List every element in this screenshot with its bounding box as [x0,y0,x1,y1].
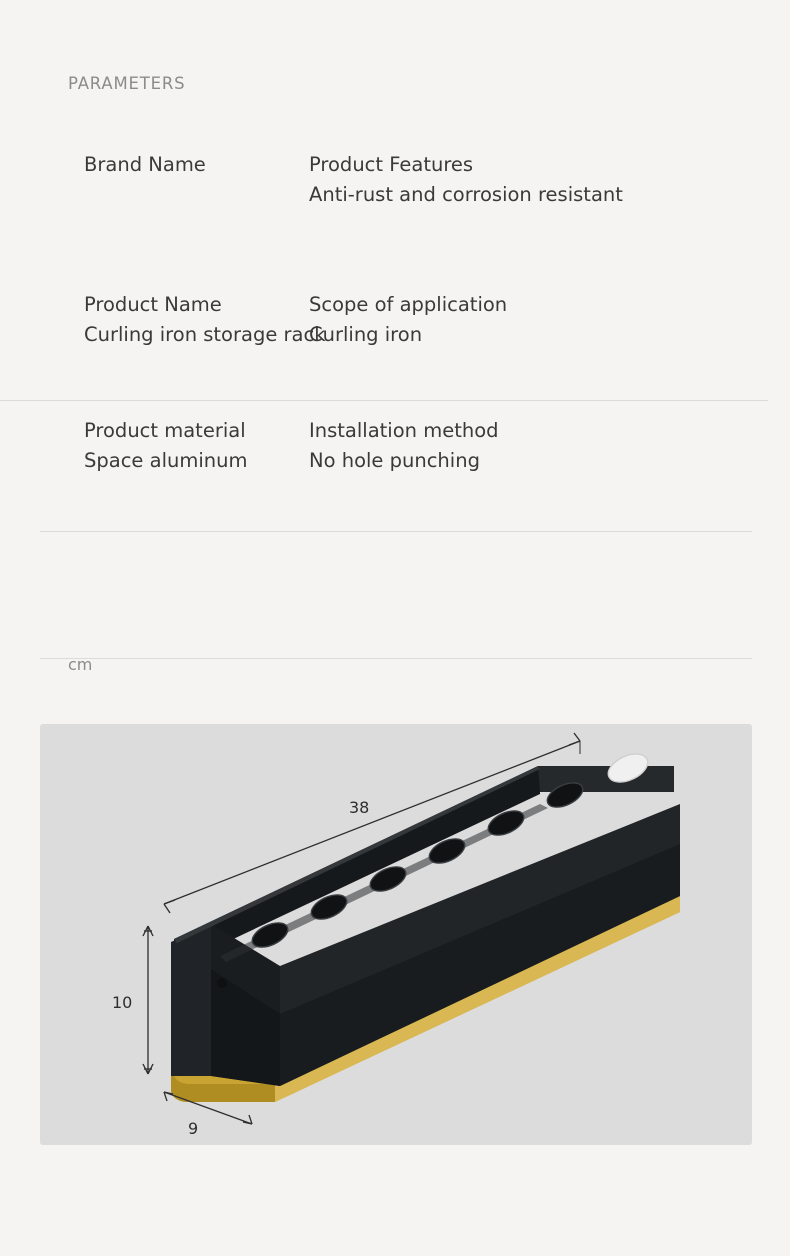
screw-knob [217,978,227,988]
spec-value: Anti-rust and corrosion resistant [309,183,623,206]
dimension-length-label: 38 [349,798,370,817]
spec-label: Brand Name [84,153,206,176]
table-cell-left [0,150,305,210]
table-cell-right [305,416,790,476]
spec-label: Product Features [309,153,474,176]
table-cell-right [305,290,790,350]
black-body-shape [171,766,680,1086]
spec-label: Installation method [309,419,499,442]
spec-value: No hole punching [309,449,480,472]
dimension-height-label: 10 [112,993,133,1012]
table-row [0,416,790,476]
spec-value: Space aluminum [84,449,248,472]
spec-value: Curling iron [309,323,423,346]
table-divider [40,658,752,659]
unit-label: cm [68,655,93,674]
spec-label: Scope of application [309,293,508,316]
table-cell-left [0,290,326,350]
table-divider [0,400,768,401]
spec-label: Product material [84,419,246,442]
table-cell-left [0,416,305,476]
spec-label: Product Name [84,293,222,316]
table-row [0,150,790,210]
dimension-depth-label: 9 [188,1119,199,1138]
spec-value: Curling iron storage rack [84,323,326,346]
spec-value [84,180,305,210]
table-row [0,290,790,350]
product-dimension-image [40,724,752,1145]
product-illustration-svg [40,724,752,1145]
table-cell-right [305,150,790,210]
page-title: PARAMETERS [68,74,186,93]
table-divider [40,531,752,532]
